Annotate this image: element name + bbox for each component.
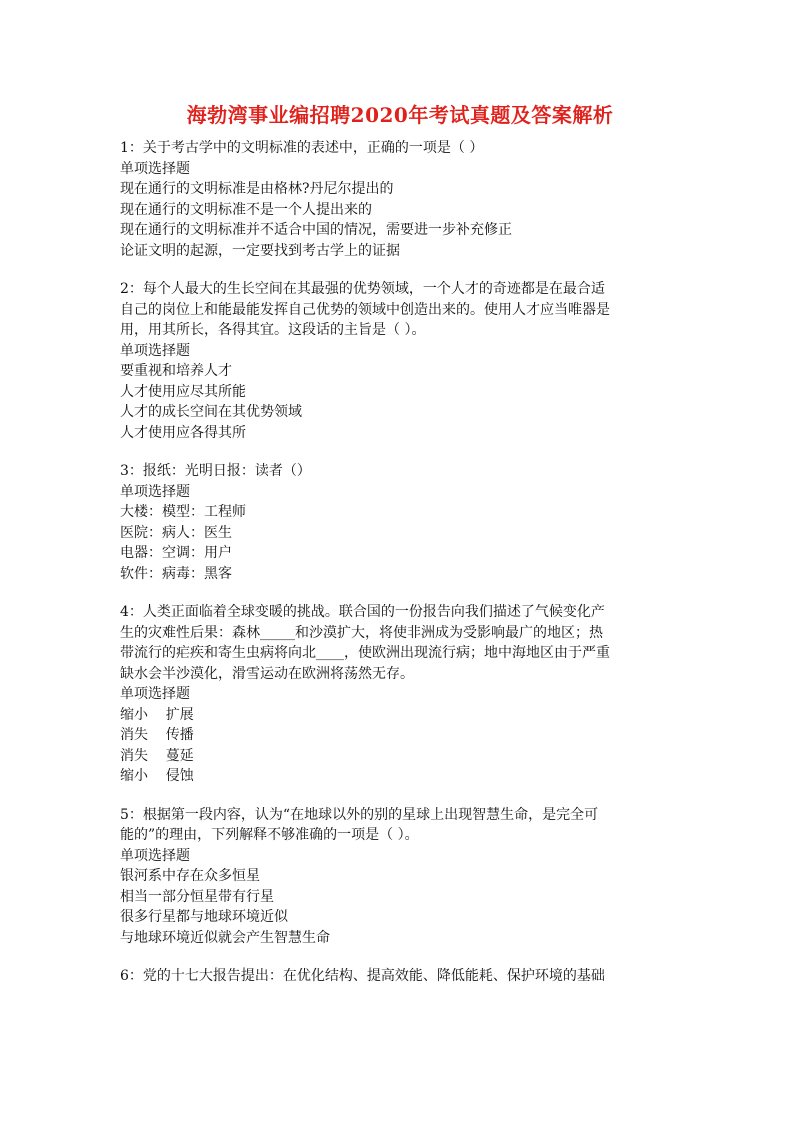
stem-line: 缺水会半沙漠化，滑雪运动在欧洲将荡然无存。: [120, 665, 414, 682]
option: 医院：病人：医生: [120, 524, 232, 541]
stem-line: 带流行的疟疾和寄生虫病将向北____，使欧洲出现流行病；地中海地区由于严重: [120, 645, 610, 661]
option: 消失 传播: [120, 727, 194, 743]
stem-line: 4：人类正面临着全球变暖的挑战。联合国的一份报告向我们描述了气候变化产: [120, 604, 605, 620]
option: 人才的成长空间在其优势领域: [120, 404, 302, 420]
question-3: [120, 461, 686, 584]
option: 很多行星都与地球环境近似: [120, 909, 288, 925]
option: 人才使用应各得其所: [120, 424, 246, 441]
question-stem: [120, 602, 686, 684]
stem-line: 能的”的理由，下列解释不够准确的一项是（ ）。: [120, 827, 419, 843]
option: 现在通行的文明标准不是一个人提出来的: [120, 201, 372, 218]
stem-line: 5：根据第一段内容，认为“在地球以外的别的星球上出现智慧生命，是完全可: [120, 806, 599, 823]
question-stem: [120, 279, 686, 341]
question-stem: [120, 805, 686, 846]
option: 银河系中存在众多恒星: [120, 868, 260, 884]
option: 缩小 扩展: [120, 706, 194, 723]
stem-line: 3：报纸：光明日报：读者（）: [120, 463, 311, 479]
question-list: [120, 138, 686, 1005]
option: 现在通行的文明标准是由格林?丹尼尔提出的: [120, 181, 394, 197]
option: 电器：空调：用户: [120, 545, 232, 561]
question-type: 单项选择题: [120, 686, 190, 702]
question-6: [120, 966, 686, 987]
question-1: [120, 138, 686, 261]
question-5: [120, 805, 686, 949]
question-type: 单项选择题: [120, 847, 190, 864]
option: 与地球环境近似就会产生智慧生命: [120, 929, 330, 946]
question-4: [120, 602, 686, 787]
stem-line: 生的灾难性后果：森林_____和沙漠扩大，将使非洲成为受影响最广的地区；热: [120, 624, 603, 641]
question-type: 单项选择题: [120, 483, 190, 500]
option: 论证文明的起源，一定要找到考古学上的证据: [120, 242, 400, 259]
question-type: 单项选择题: [120, 342, 190, 359]
option: 软件：病毒：黑客: [120, 565, 232, 582]
stem-line: 用，用其所长，各得其宜。这段话的主旨是（ ）。: [120, 322, 426, 338]
stem-line: 1：关于考古学中的文明标准的表述中，正确的一项是（ ）: [120, 140, 484, 156]
question-stem: [120, 138, 686, 159]
option: 相当一部分恒星带有行星: [120, 888, 274, 905]
option: 大楼：模型：工程师: [120, 504, 246, 520]
stem-line: 自己的岗位上和能最能发挥自己优势的领域中创造出来的。使用人才应当唯器是: [120, 301, 610, 318]
option: 缩小 侵蚀: [120, 768, 194, 784]
option: 人才使用应尽其所能: [120, 383, 246, 400]
option: 现在通行的文明标准并不适合中国的情况，需要进一步补充修正: [120, 222, 512, 238]
question-2: [120, 279, 686, 443]
question-stem: [120, 966, 686, 987]
question-type: 单项选择题: [120, 160, 190, 177]
stem-line: 2：每个人最大的生长空间在其最强的优势领域，一个人才的奇迹都是在最合适: [120, 281, 605, 297]
document-title: 海勃湾事业编招聘2020年考试真题及答案解析: [186, 103, 614, 127]
stem-line: 6：党的十七大报告提出：在优化结构、提高效能、降低能耗、保护环境的基础: [120, 968, 605, 984]
option: 要重视和培养人才: [120, 363, 232, 379]
option: 消失 蔓延: [120, 747, 194, 764]
question-stem: [120, 461, 686, 482]
